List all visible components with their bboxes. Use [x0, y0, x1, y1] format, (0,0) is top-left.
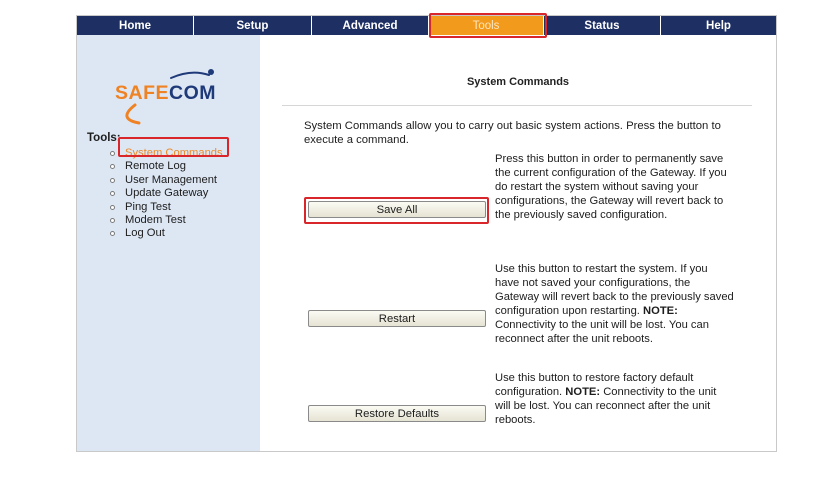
- bullet-icon: [110, 191, 115, 196]
- sidebar-item-label: User Management: [125, 173, 218, 186]
- top-navigation: [77, 16, 776, 35]
- save-all-description-text: Press this button in order to permanently save the current configuration of the Gateway. If you do restart the system without saving your configurations, the Gateway will revert back to the previously saved configuration.: [495, 153, 727, 222]
- sidebar-item-label: Update Gateway: [125, 187, 209, 200]
- logo-text-safe: SAFE: [115, 82, 170, 104]
- sidebar: [77, 35, 260, 451]
- restart-button[interactable]: Restart: [308, 310, 486, 327]
- tab-advanced[interactable]: Advanced: [312, 16, 429, 35]
- restore-defaults-description-text: Use this button to restore factory default configuration.: [495, 372, 694, 399]
- restart-description-text: Use this button to restart the system. If you have not saved your configurations, the Gateway will revert back to the previously saved configuration upon restarting.: [495, 263, 734, 318]
- tab-home[interactable]: Home: [77, 16, 194, 35]
- sidebar-item-label: Modem Test: [125, 214, 186, 227]
- save-all-button[interactable]: Save All: [308, 201, 486, 218]
- save-all-description: [495, 152, 735, 222]
- sidebar-item-user-management[interactable]: [109, 174, 223, 187]
- logo-text-com: COM: [169, 82, 217, 104]
- page-title: System Commands: [466, 76, 570, 88]
- bullet-icon: [110, 151, 115, 156]
- bullet-icon: [110, 205, 115, 210]
- bullet-icon: [110, 178, 115, 183]
- sidebar-item-update-gateway[interactable]: [109, 187, 223, 200]
- bullet-icon: [110, 218, 115, 223]
- tab-setup[interactable]: Setup: [194, 16, 312, 35]
- restore-defaults-button[interactable]: Restore Defaults: [308, 405, 486, 422]
- title-divider: [282, 105, 752, 106]
- router-admin-page: [76, 15, 777, 452]
- sidebar-item-modem-test[interactable]: [109, 214, 223, 227]
- tab-tools[interactable]: Tools: [429, 16, 544, 35]
- sidebar-item-ping-test[interactable]: [109, 201, 223, 214]
- sidebar-item-system-commands[interactable]: [109, 147, 223, 160]
- sidebar-item-label: Remote Log: [125, 160, 186, 173]
- safecom-logo: [113, 65, 223, 125]
- restore-defaults-note-text: Connectivity to the unit will be lost. You can reconnect after the unit reboots.: [495, 386, 717, 427]
- restore-defaults-description: [495, 371, 735, 427]
- sidebar-item-label: System Commands: [125, 147, 223, 159]
- sidebar-item-label: Ping Test: [125, 200, 171, 213]
- bullet-icon: [110, 164, 115, 169]
- main-content: [260, 35, 776, 451]
- tab-help[interactable]: Help: [706, 19, 731, 32]
- logo-wordmark: [115, 82, 216, 104]
- restart-note-text: Connectivity to the unit will be lost. You can reconnect after the unit reboots.: [495, 319, 709, 346]
- tools-heading: Tools:: [87, 132, 121, 144]
- intro-text: System Commands allow you to carry out basic system actions. Press the button to execute a command.: [304, 120, 721, 146]
- sidebar-item-remote-log[interactable]: [109, 160, 223, 173]
- sidebar-item-log-out[interactable]: [109, 227, 223, 240]
- restart-description: [495, 262, 735, 347]
- sidebar-item-label: Log Out: [125, 227, 165, 240]
- restart-note-label: NOTE:: [643, 305, 678, 318]
- tab-status[interactable]: Status: [544, 16, 661, 35]
- restore-defaults-note-label: NOTE:: [565, 386, 601, 399]
- bullet-icon: [110, 231, 115, 236]
- tools-menu: [109, 147, 223, 241]
